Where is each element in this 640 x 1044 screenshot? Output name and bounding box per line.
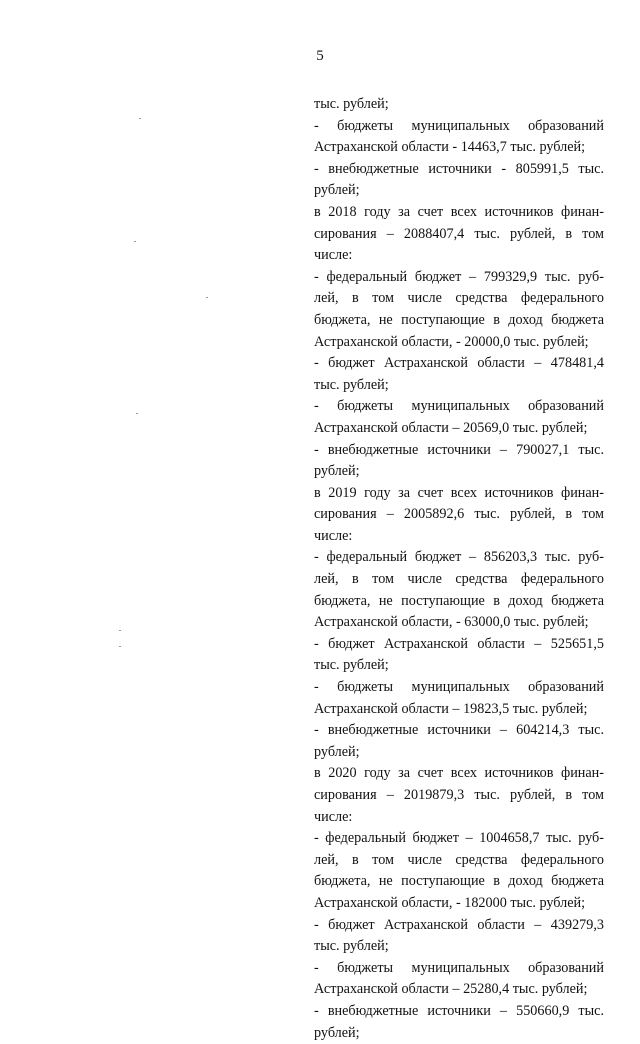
text-line: в 2020 году за счет всех источников финан-	[314, 765, 604, 782]
text-line: - бюджет Астраханской области – 439279,3	[314, 916, 604, 933]
text-line: - внебюджетные источники – 550660,9 тыс.	[314, 1002, 604, 1019]
text-line: рублей;	[314, 463, 360, 480]
text-line: - бюджеты муниципальных образований	[314, 117, 604, 134]
text-line: тыс. рублей;	[314, 96, 389, 112]
scan-artifact	[136, 413, 138, 414]
text-line: Астраханской области, - 20000,0 тыс. рублей;	[314, 333, 589, 350]
text-line: - бюджет Астраханской области – 525651,5	[314, 635, 604, 652]
text-line: Астраханской области – 20569,0 тыс. рублей;	[314, 419, 588, 436]
scan-artifact	[206, 297, 208, 298]
text-line: Астраханской области - 14463,7 тыс. рублей;	[314, 139, 586, 156]
text-line: - бюджеты муниципальных образований	[314, 679, 604, 696]
text-line: сирования – 2005892,6 тыс. рублей, в том	[314, 506, 604, 523]
text-line: - бюджеты муниципальных образований	[314, 959, 604, 976]
scan-artifact	[119, 646, 121, 647]
text-line: - федеральный бюджет – 856203,3 тыс. руб-	[314, 549, 604, 566]
text-line: - внебюджетные источники – 604214,3 тыс.	[314, 722, 604, 739]
text-line: - внебюджетные источники - 805991,5 тыс.	[314, 160, 604, 177]
text-line: рублей;	[314, 743, 360, 760]
text-line: рублей;	[314, 1024, 360, 1041]
text-line: - федеральный бюджет – 799329,9 тыс. руб-	[314, 268, 604, 285]
text-line: лей, в том числе средства федерального	[314, 290, 604, 307]
text-line: тыс. рублей;	[314, 657, 389, 674]
text-line: бюджета, не поступающие в доход бюджета	[314, 592, 604, 609]
text-line: в 2019 году за счет всех источников финан-	[314, 484, 604, 501]
text-line: бюджета, не поступающие в доход бюджета	[314, 873, 604, 890]
text-line: сирования – 2088407,4 тыс. рублей, в том	[314, 225, 604, 242]
text-line: Астраханской области – 19823,5 тыс. рублей;	[314, 700, 588, 717]
scan-artifact	[119, 630, 121, 631]
text-line: Астраханской области – 25280,4 тыс. рублей;	[314, 981, 588, 998]
scan-artifact	[134, 241, 136, 242]
text-line: - бюджеты муниципальных образований	[314, 398, 604, 415]
text-line: числе:	[314, 247, 353, 264]
text-line: бюджета, не поступающие в доход бюджета	[314, 311, 604, 328]
text-line: лей, в том числе средства федерального	[314, 571, 604, 588]
text-line: Астраханской области, - 182000 тыс. рублей;	[314, 894, 586, 911]
text-line: рублей;	[314, 182, 360, 199]
page-number: 5	[316, 48, 324, 64]
text-line: - внебюджетные источники – 790027,1 тыс.	[314, 441, 604, 458]
text-line: в 2018 году за счет всех источников финан-	[314, 203, 604, 220]
text-line: - федеральный бюджет – 1004658,7 тыс. руб-	[314, 830, 604, 847]
text-line: числе:	[314, 527, 353, 544]
text-line: Астраханской области, - 63000,0 тыс. рублей;	[314, 614, 589, 631]
document-body	[314, 94, 604, 1044]
text-line: числе:	[314, 808, 353, 825]
text-line: сирования – 2019879,3 тыс. рублей, в том	[314, 787, 604, 803]
scan-artifact	[139, 118, 141, 119]
text-line: тыс. рублей;	[314, 938, 389, 955]
text-line: - бюджет Астраханской области – 478481,4	[314, 355, 604, 372]
text-line: тыс. рублей;	[314, 376, 389, 393]
text-line: лей, в том числе средства федерального	[314, 851, 604, 868]
